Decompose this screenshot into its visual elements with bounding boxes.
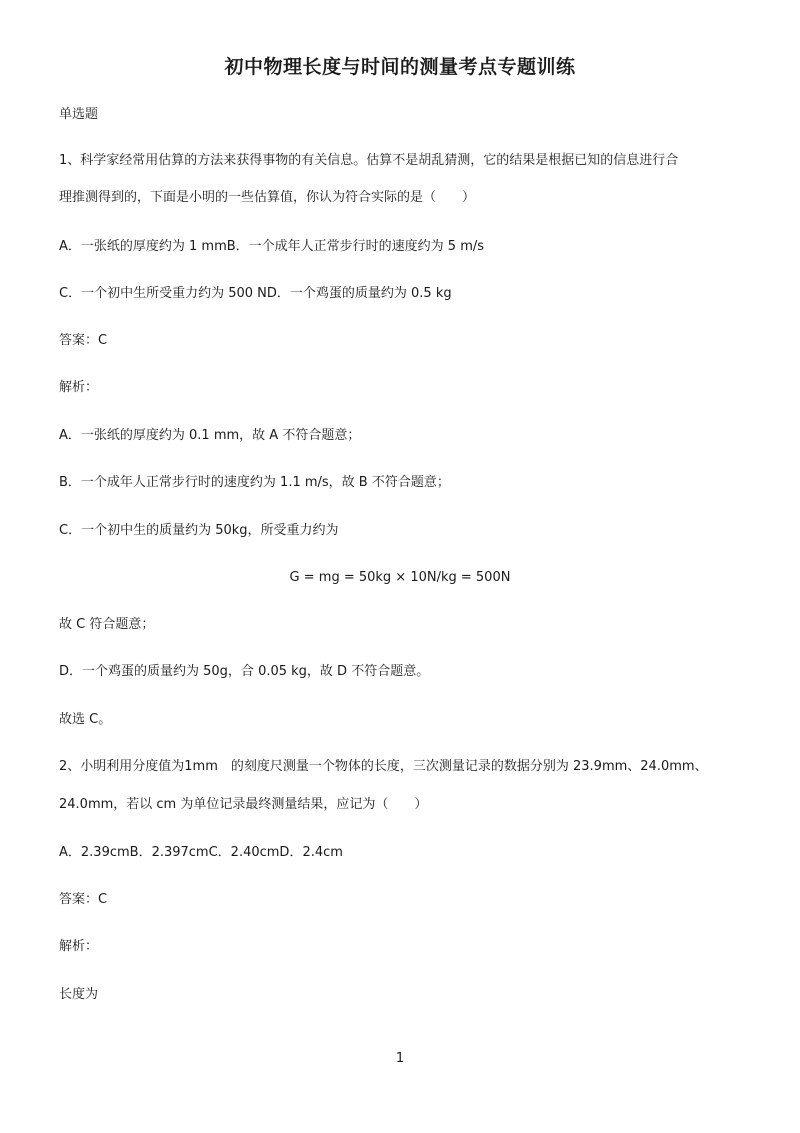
q1-options-cd: C．一个初中生所受重力约为 500 ND．一个鸡蛋的质量约为 0.5 kg	[59, 286, 452, 301]
page-number: 1	[395, 1051, 405, 1066]
q1-options-ab: A．一张纸的厚度约为 1 mmB．一个成年人正常步行时的速度约为 5 m/s	[59, 239, 485, 254]
q2-stem-line2: 24.0mm，若以 cm 为单位记录最终测量结果，应记为（ ）	[59, 797, 428, 812]
q2-analysis-start: 长度为	[59, 987, 99, 1002]
q1-stem-line2: 理推测得到的，下面是小明的一些估算值，你认为符合实际的是（ ）	[59, 190, 476, 205]
q2-stem-line1: 2、小明利用分度值为1mm 的刻度尺测量一个物体的长度，三次测量记录的数据分别为 23.9mm、24.0mm、	[59, 759, 708, 774]
q1-analysis-b: B．一个成年人正常步行时的速度约为 1.1 m/s，故 B 不符合题意；	[59, 475, 450, 490]
q1-stem-line1: 1、科学家经常用估算的方法来获得事物的有关信息。估算不是胡乱猜测，它的结果是根据已知的信息进行合	[59, 153, 679, 168]
q1-analysis-c-end: 故 C 符合题意；	[59, 617, 155, 632]
page-title: 初中物理长度与时间的测量考点专题训练	[224, 56, 576, 78]
section-heading: 单选题	[59, 107, 99, 122]
q1-analysis-c: C．一个初中生的质量约为 50kg，所受重力约为	[59, 523, 339, 538]
q2-analysis-label: 解析：	[59, 939, 99, 954]
q2-options: A．2.39cmB．2.397cmC．2.40cmD．2.4cm	[59, 845, 343, 860]
q1-formula: G = mg = 50kg × 10N/kg = 500N	[289, 570, 511, 585]
q1-analysis-label: 解析：	[59, 380, 99, 395]
q1-answer: 答案：C	[59, 333, 108, 348]
q1-conclusion: 故选 C。	[59, 712, 112, 727]
q1-analysis-d: D．一个鸡蛋的质量约为 50g，合 0.05 kg，故 D 不符合题意。	[59, 664, 430, 679]
q1-analysis-a: A．一张纸的厚度约为 0.1 mm，故 A 不符合题意；	[59, 428, 361, 443]
q2-answer: 答案：C	[59, 892, 108, 907]
